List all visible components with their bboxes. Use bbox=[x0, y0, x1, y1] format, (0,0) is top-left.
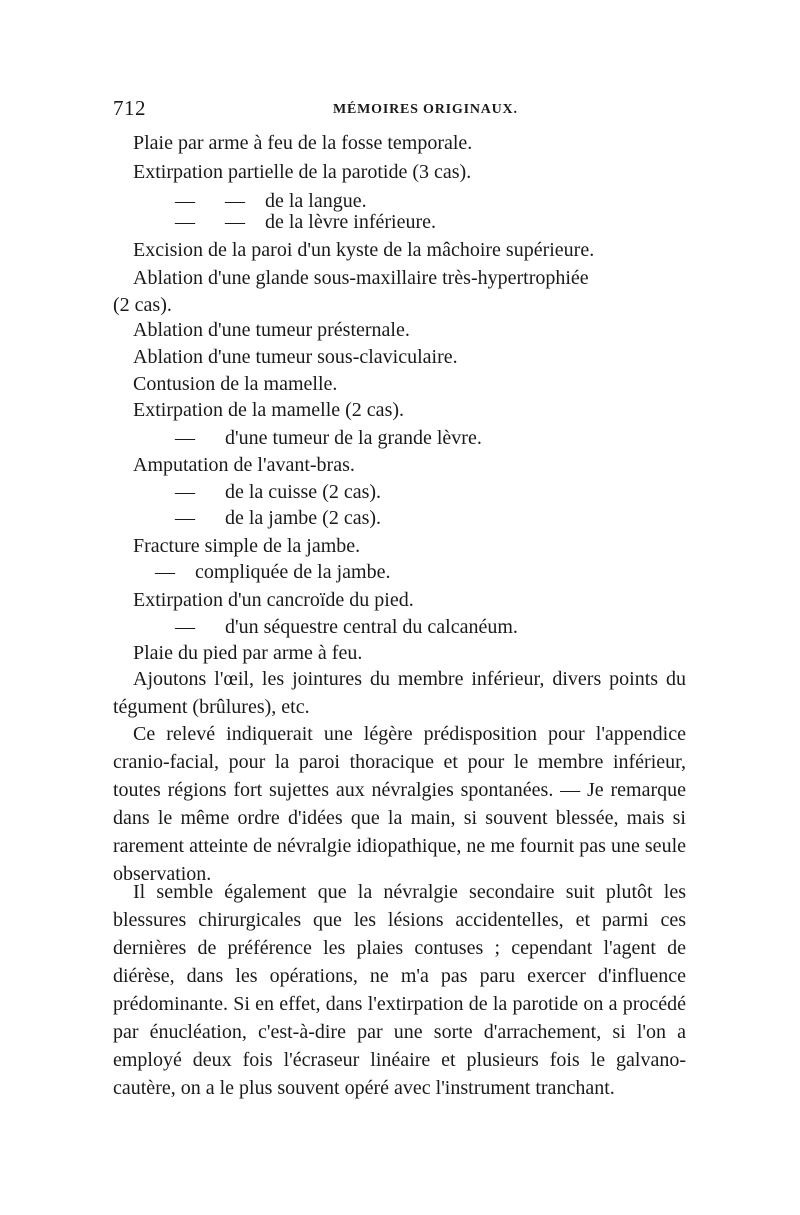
list-item: Ablation d'une tumeur sous-claviculaire. bbox=[133, 346, 458, 368]
list-item: — compliquée de la jambe. bbox=[155, 561, 391, 583]
list-item: Ablation d'une tumeur présternale. bbox=[133, 319, 410, 341]
list-item: Extirpation d'un cancroïde du pied. bbox=[133, 589, 414, 611]
paragraph: Il semble également que la névralgie secondaire suit plutôt les blessures chirurgicales que les lésions accidentelles, et parmi ces dernières de préférence les plaies contuses ; cependant l'agent de diérèse, dans les opérations, ne m'a pas paru exercer d'influence prédominante. Si en effet, dans l'extirpation de la parotide on a procédé par énucléation, c'est-à-dire par une sorte d'arrachement, si l'on a employé deux fois l'écraseur linéaire et plusieurs fois le galvano-cautère, on a le plus souvent opéré avec l'instrument tranchant. bbox=[113, 881, 686, 1099]
list-item: — — de la langue. bbox=[175, 190, 367, 212]
list-item: — — de la lèvre inférieure. bbox=[175, 211, 437, 233]
list-item: Contusion de la mamelle. bbox=[133, 373, 338, 395]
list-item: Ablation d'une glande sous-maxillaire très-hypertrophiée bbox=[133, 267, 589, 289]
paragraph: Ce relevé indiquerait une légère prédisposition pour l'appendice cranio-facial, pour la paroi thoracique et pour le membre inférieur, toutes régions fort sujettes aux névralgies spontanées. — Je remarque dans le même ordre d'idées que la main, si souvent blessée, mais si rarement atteinte de névralgie idiopathique, ne me fournit pas une seule observation. bbox=[113, 723, 686, 885]
list-item: Extirpation partielle de la parotide (3 cas). bbox=[133, 161, 472, 183]
list-item: — de la jambe (2 cas). bbox=[175, 507, 382, 529]
list-item: Extirpation de la mamelle (2 cas). bbox=[133, 399, 405, 421]
list-item: Fracture simple de la jambe. bbox=[133, 535, 361, 557]
list-item: — d'un séquestre central du calcanéum. bbox=[175, 616, 518, 638]
list-item: — d'une tumeur de la grande lèvre. bbox=[175, 427, 482, 449]
list-item: Plaie du pied par arme à feu. bbox=[133, 642, 363, 664]
page-header bbox=[113, 96, 683, 126]
running-title: MÉMOIRES ORIGINAUX. bbox=[333, 102, 518, 117]
paragraph: Ajoutons l'œil, les jointures du membre inférieur, divers points du tégument (brûlures), etc. bbox=[113, 668, 686, 718]
list-item: (2 cas). bbox=[113, 294, 172, 316]
page-number: 712 bbox=[113, 96, 146, 120]
list-item: Amputation de l'avant-bras. bbox=[133, 454, 355, 476]
list-item: Excision de la paroi d'un kyste de la mâchoire supérieure. bbox=[133, 239, 595, 261]
list-item: — de la cuisse (2 cas). bbox=[175, 481, 382, 503]
list-item: Plaie par arme à feu de la fosse temporale. bbox=[133, 132, 473, 154]
